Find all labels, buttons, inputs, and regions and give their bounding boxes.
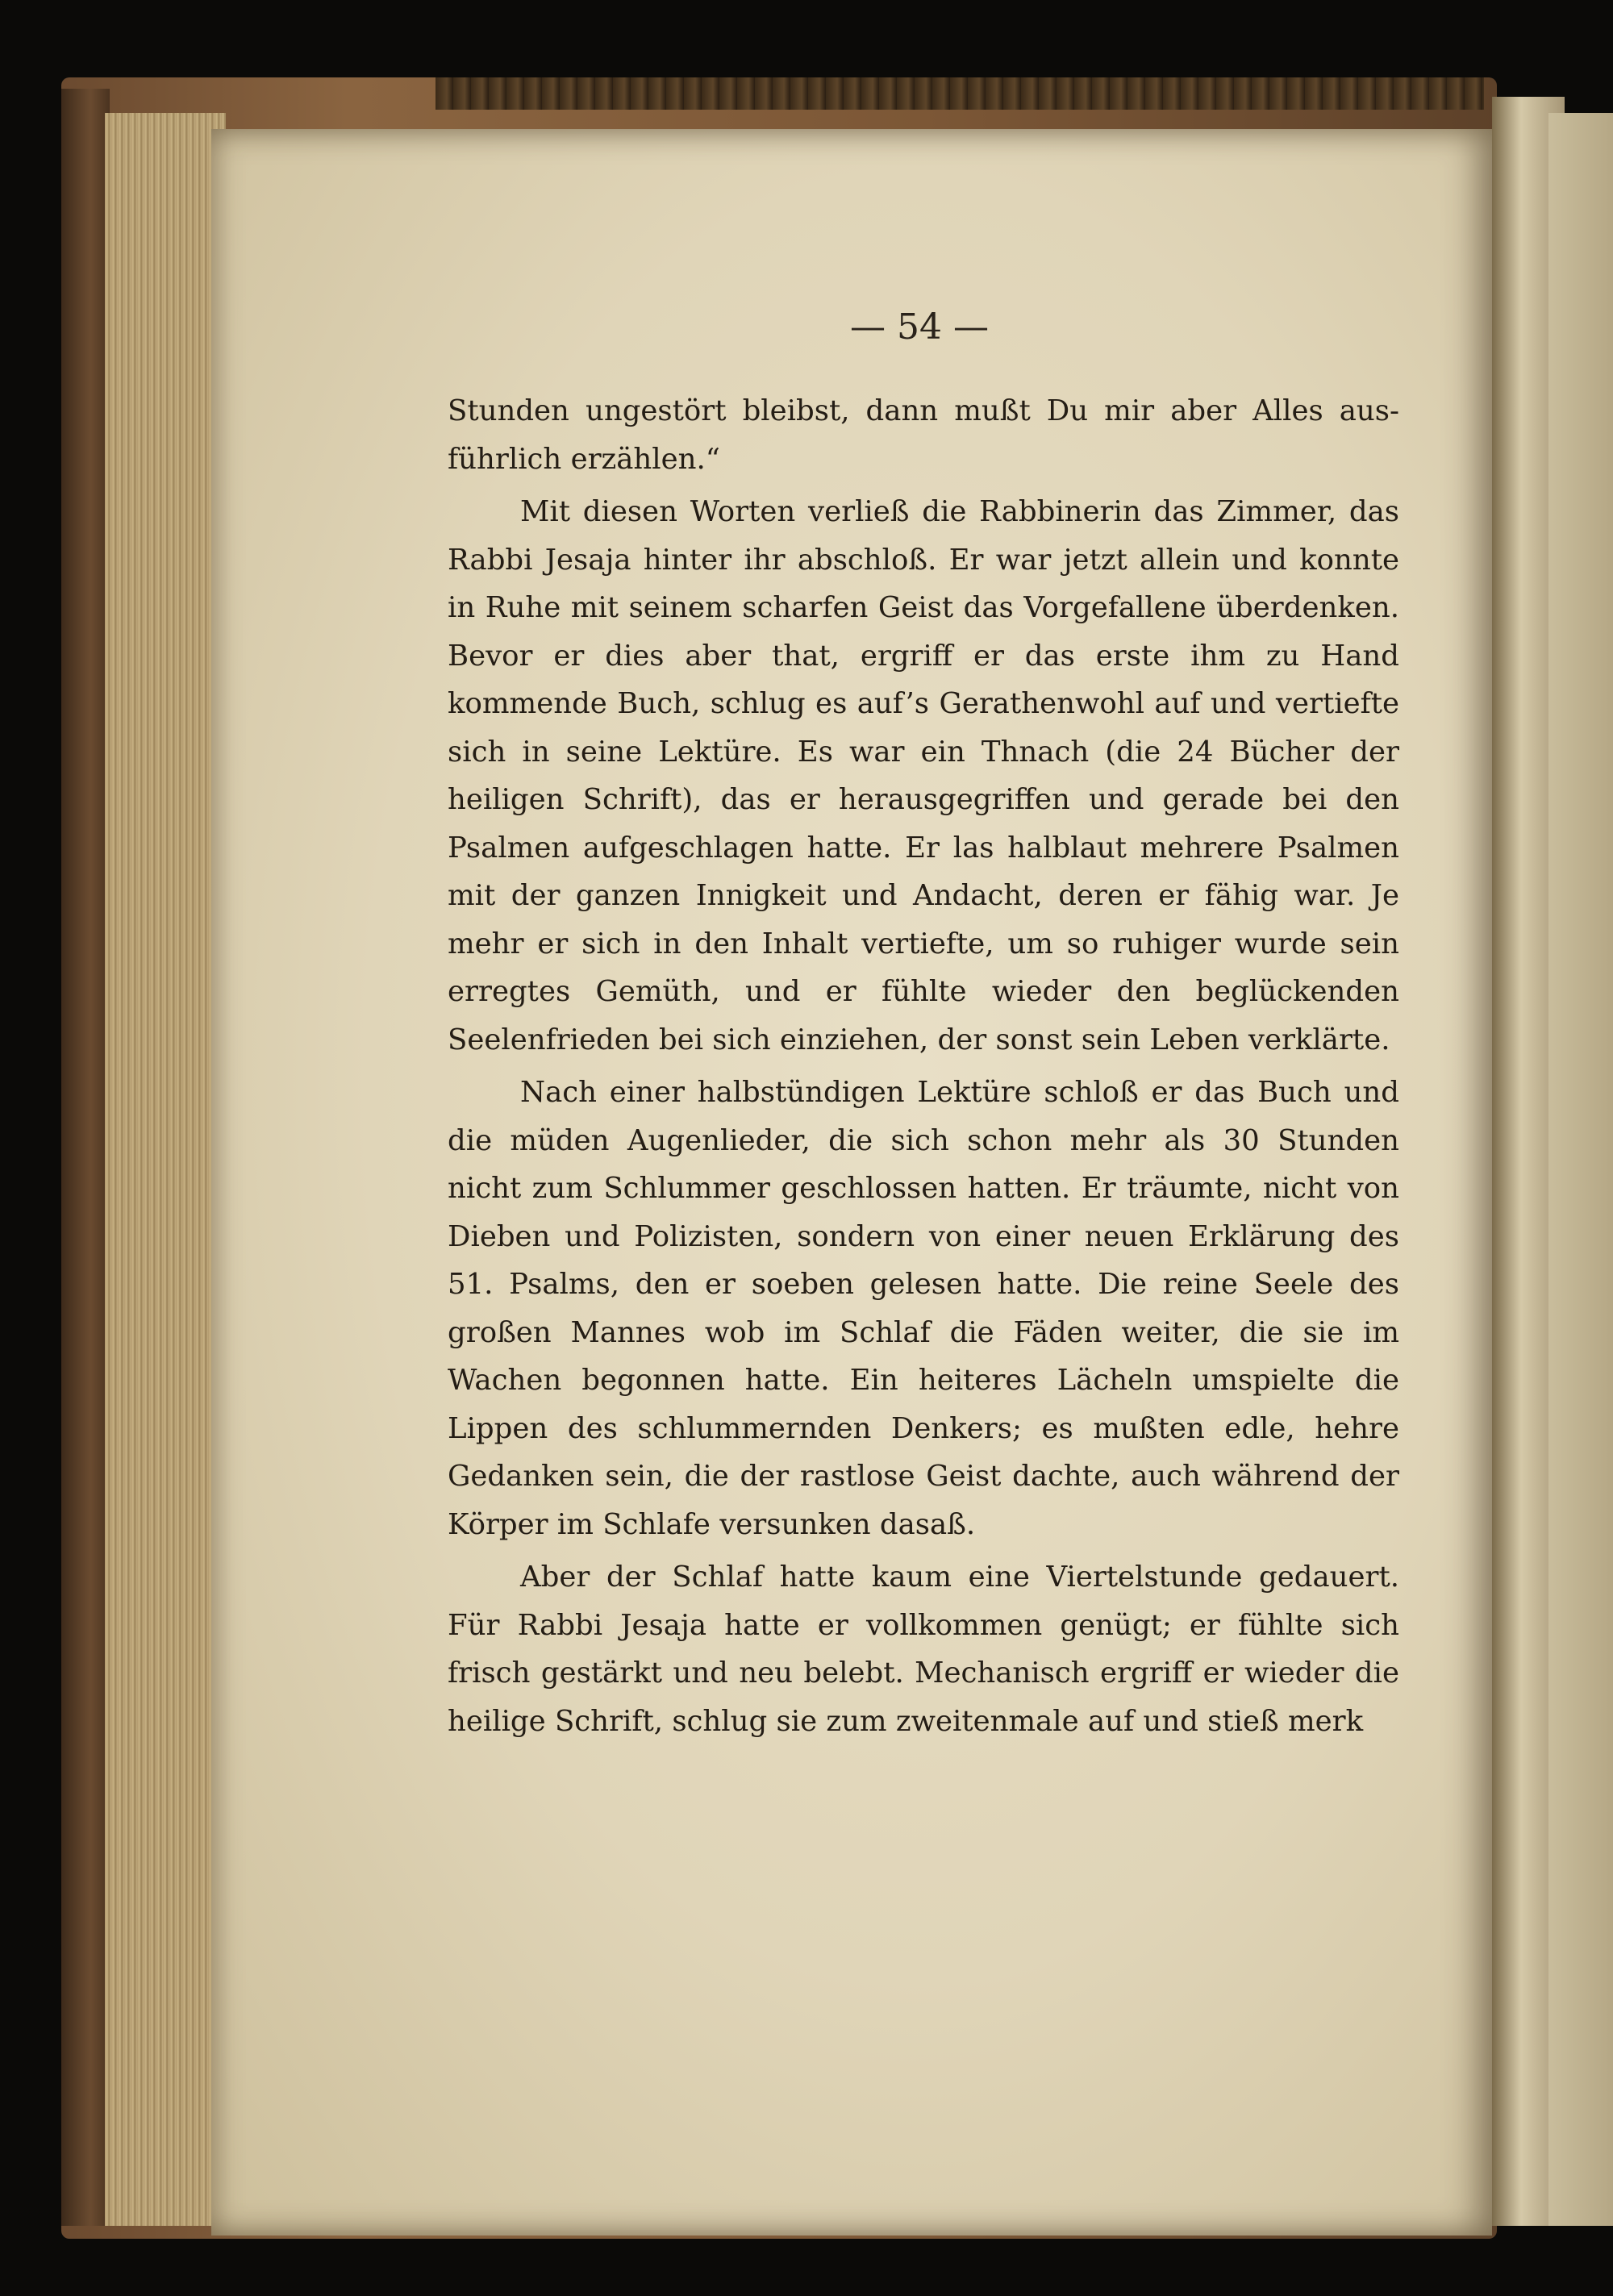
top-page-edges (436, 77, 1484, 110)
paragraph: Mit diesen Worten verließ die Rabbinerin das Zimmer, das Rabbi Jesaja hinter ihr abschloß. Er war jetzt allein und konnte in Ruhe mit seinem scharfen Geist das Vorgefallene überdenken. Bevor er dies aber that, ergriff er das erste ihm zu Hand kommende Buch, schlug es auf’s Gerathenwohl auf und vertiefte sich in seine Lektüre. Es war ein Thnach (die 24 Bücher der heiligen Schrift), das er herausgegriffen und gerade bei den Psalmen aufgeschlagen hatte. Er las halblaut mehrere Psalmen mit der ganzen Innigkeit und Andacht, deren er fähig war. Je mehr er sich in den Inhalt vertiefte, um so ruhiger wurde sein erregtes Gemüth, und er fühlte wieder den beglückenden Seelenfrieden bei sich einziehen, der sonst sein Leben verklärte. (448, 495, 1399, 1056)
paragraph: Aber der Schlaf hatte kaum eine Viertelstunde gedauert. Für Rabbi Jesaja hatte er vollkommen genügt; er fühlte sich frisch gestärkt und neu belebt. Mechanisch ergriff er wieder die heilige Schrift, schlug sie zum zweitenmale auf und stieß merk (448, 1561, 1399, 1738)
facing-page-edge (1548, 113, 1613, 2226)
paragraph: Stunden ungestört bleibst, dann mußt Du mir aber Alles ausführlich erzählen.“ (448, 394, 1399, 476)
page-text (448, 387, 1399, 1750)
page-stack-edges (105, 113, 226, 2226)
book-spine-edge (61, 89, 110, 2226)
paragraph: Nach einer halbstündigen Lektüre schloß er das Buch und die müden Augenlieder, die sich schon mehr als 30 Stunden nicht zum Schlummer geschlossen hatten. Er träumte, nicht von Dieben und Polizisten, sondern von einer neuen Erklärung des 51. Psalms, den er soeben gelesen hatte. Die reine Seele des großen Mannes wob im Schlaf die Fäden weiter, die sie im Wachen begonnen hatte. Ein heiteres Lächeln umspielte die Lippen des schlummernden Denkers; es mußten edle, hehre Gedanken sein, die der rastlose Geist dachte, auch während der Körper im Schlafe versunken dasaß. (448, 1076, 1399, 1541)
page-number: — 54 — (850, 306, 989, 348)
